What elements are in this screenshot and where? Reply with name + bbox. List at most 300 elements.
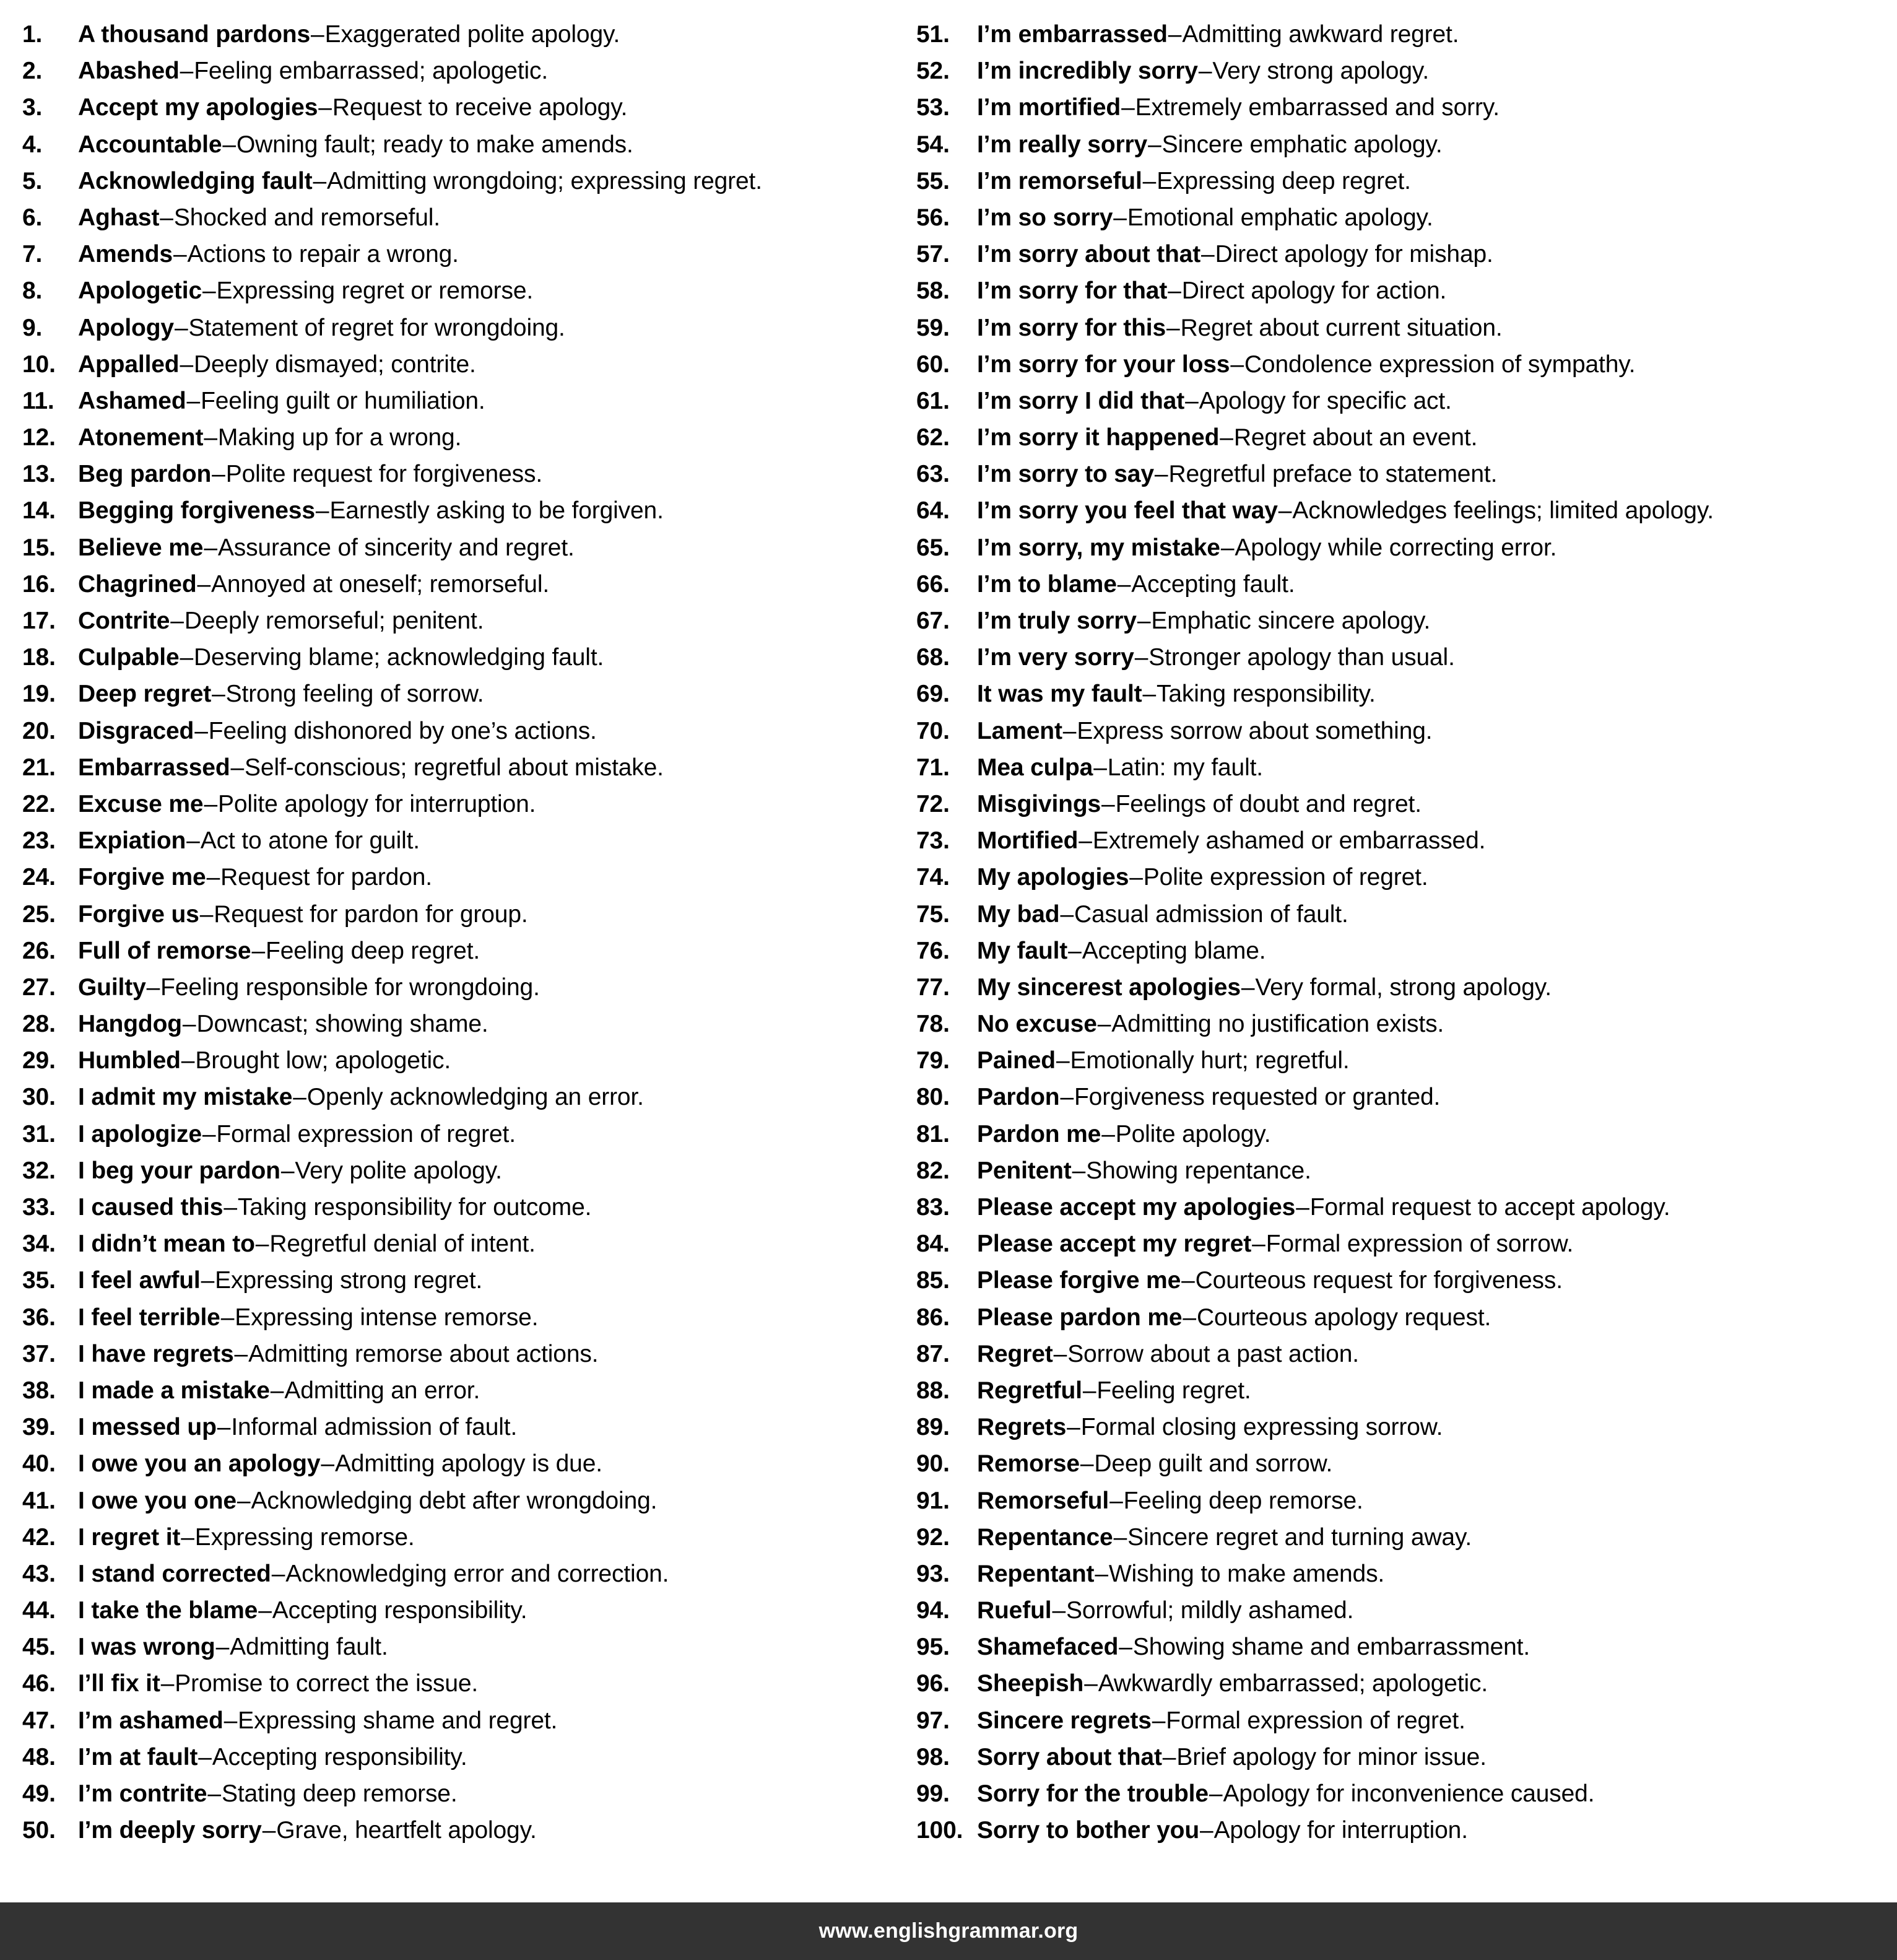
list-item-term: Contrite: [78, 608, 170, 634]
list-item-definition: Forgiveness requested or granted.: [1074, 1084, 1441, 1111]
footer-bar: [0, 1902, 1897, 1960]
list-item-definition: Feeling deep regret.: [266, 937, 480, 964]
list-item-definition: Earnestly asking to be forgiven.: [329, 497, 664, 525]
list-item-dash: –: [321, 1450, 334, 1478]
list-item-number: 36.: [22, 1304, 56, 1331]
list-item: [22, 713, 898, 749]
list-item-dash: –: [1296, 1194, 1309, 1221]
list-item-definition: Owning fault; ready to make amends.: [236, 131, 633, 158]
list-item-number: 94.: [916, 1597, 950, 1624]
list-item-term: Pardon me: [977, 1120, 1101, 1148]
list-item-dash: –: [1119, 1634, 1132, 1661]
list-item-dash: –: [1198, 58, 1212, 85]
list-item-term: Disgraced: [78, 717, 194, 744]
list-item-number: 87.: [916, 1340, 950, 1367]
list-item: [22, 1775, 898, 1812]
list-item-term: Amends: [78, 241, 173, 268]
list-item: [916, 272, 1891, 309]
list-item-number: 90.: [916, 1450, 950, 1478]
list-item-dash: –: [1142, 167, 1157, 194]
list-item-definition: Stating deep remorse.: [221, 1780, 458, 1807]
list-item-number: 25.: [22, 900, 56, 928]
list-item-definition: Taking responsibility.: [1157, 681, 1376, 708]
list-item-dash: –: [207, 1780, 221, 1807]
list-item: [22, 603, 898, 639]
list-item: [22, 346, 898, 383]
list-item-number: 7.: [22, 241, 43, 268]
list-item-term: Culpable: [78, 644, 180, 671]
list-item: [916, 676, 1891, 712]
list-item-term: Believe me: [78, 534, 204, 561]
list-item: [22, 1812, 898, 1849]
list-item: [916, 53, 1891, 89]
list-item-term: I apologize: [78, 1120, 202, 1148]
list-item-number: 66.: [916, 570, 950, 598]
list-item-number: 63.: [916, 461, 950, 488]
list-item-definition: Emotionally hurt; regretful.: [1070, 1047, 1350, 1074]
list-item: [916, 639, 1891, 676]
list-item-definition: Making up for a wrong.: [217, 424, 462, 451]
list-item-number: 88.: [916, 1377, 950, 1404]
list-item-definition: Express sorrow about something.: [1077, 717, 1433, 744]
list-item-term: I’m incredibly sorry: [977, 58, 1198, 85]
list-item-definition: Accepting blame.: [1082, 937, 1266, 964]
list-item: [22, 1592, 898, 1629]
list-item-dash: –: [1148, 131, 1161, 158]
list-item-dash: –: [1113, 204, 1127, 231]
list-item-term: I’m very sorry: [977, 644, 1134, 671]
list-item-number: 55.: [916, 167, 950, 194]
list-item: [916, 1519, 1891, 1556]
list-item-definition: Formal expression of regret.: [1166, 1707, 1465, 1734]
list-item-term: I’m contrite: [78, 1780, 207, 1807]
list-item-dash: –: [270, 1377, 284, 1404]
list-item-term: It was my fault: [977, 681, 1142, 708]
list-item: [916, 1775, 1891, 1812]
list-item-term: Full of remorse: [78, 937, 251, 964]
list-item-definition: Deeply remorseful; penitent.: [184, 608, 484, 634]
list-item-number: 49.: [22, 1780, 56, 1807]
list-item-term: Acknowledging fault: [78, 167, 313, 194]
list-item-term: Repentant: [977, 1560, 1095, 1587]
list-item-number: 39.: [22, 1414, 56, 1441]
list-item: [916, 1226, 1891, 1262]
list-item-number: 50.: [22, 1817, 56, 1844]
list-item-definition: Feeling embarrassed; apologetic.: [194, 58, 549, 85]
list-item: [22, 676, 898, 712]
list-item-term: Pained: [977, 1047, 1056, 1074]
list-item-dash: –: [202, 277, 216, 305]
list-item-term: Remorseful: [977, 1487, 1109, 1514]
list-item-dash: –: [1062, 717, 1077, 744]
list-item-dash: –: [1060, 1084, 1074, 1111]
list-item-number: 8.: [22, 277, 43, 305]
list-item-dash: –: [1052, 1597, 1066, 1624]
list-item: [22, 310, 898, 346]
list-item-term: Apologetic: [78, 277, 202, 305]
list-item-term: I’m sorry for this: [977, 314, 1166, 341]
list-item: [22, 1483, 898, 1519]
list-item-term: A thousand pardons: [78, 21, 311, 48]
list-item-term: Accountable: [78, 131, 222, 158]
list-item-dash: –: [1200, 1817, 1213, 1844]
list-item-definition: Admitting awkward regret.: [1182, 21, 1459, 48]
list-item: [22, 1445, 898, 1482]
list-item-number: 10.: [22, 351, 56, 378]
list-item-dash: –: [1056, 1047, 1070, 1074]
list-item-definition: Polite expression of regret.: [1143, 864, 1428, 891]
list-item-number: 89.: [916, 1414, 950, 1441]
list-item-dash: –: [222, 131, 236, 158]
list-item-definition: Casual admission of fault.: [1074, 900, 1348, 928]
list-item-term: Repentance: [977, 1523, 1113, 1551]
list-item-term: Sincere regrets: [977, 1707, 1152, 1734]
list-item: [22, 566, 898, 603]
list-item-number: 71.: [916, 754, 950, 781]
list-item-definition: Accepting responsibility.: [272, 1597, 527, 1624]
list-item-number: 35.: [22, 1267, 56, 1294]
list-item-definition: Downcast; showing shame.: [196, 1011, 488, 1038]
list-item-definition: Formal expression of regret.: [216, 1120, 516, 1148]
list-item: [916, 749, 1891, 786]
list-item-dash: –: [1101, 790, 1115, 817]
list-item-term: Shamefaced: [977, 1634, 1119, 1661]
list-item-dash: –: [1067, 1414, 1080, 1441]
list-item-dash: –: [237, 1487, 251, 1514]
list-item-number: 100.: [916, 1817, 963, 1844]
list-item: [22, 1152, 898, 1189]
list-item-term: Please pardon me: [977, 1304, 1183, 1331]
list-item-definition: Apology for inconvenience caused.: [1223, 1780, 1595, 1807]
list-item-definition: Extremely embarrassed and sorry.: [1135, 94, 1500, 121]
list-item-definition: Expressing intense remorse.: [235, 1304, 539, 1331]
list-item-term: No excuse: [977, 1011, 1097, 1038]
list-item-dash: –: [318, 94, 332, 121]
list-item-term: Sorry about that: [977, 1743, 1162, 1771]
list-item-dash: –: [181, 1047, 195, 1074]
list-item-definition: Latin: my fault.: [1107, 754, 1263, 781]
list-item: [22, 1372, 898, 1409]
list-item-number: 52.: [916, 58, 950, 85]
list-item-definition: Courteous request for forgiveness.: [1195, 1267, 1563, 1294]
list-item: [916, 603, 1891, 639]
list-item-number: 56.: [916, 204, 950, 231]
list-item: [916, 1409, 1891, 1445]
list-item: [22, 1336, 898, 1372]
list-item-term: Regretful: [977, 1377, 1082, 1404]
list-item-number: 19.: [22, 681, 56, 708]
list-item: [916, 163, 1891, 199]
list-item-term: I made a mistake: [78, 1377, 270, 1404]
list-item-dash: –: [1209, 1780, 1223, 1807]
list-item-dash: –: [1134, 644, 1148, 671]
list-item-definition: Expressing strong regret.: [215, 1267, 483, 1294]
list-item-dash: –: [1181, 1267, 1195, 1294]
list-item: [916, 1592, 1891, 1629]
list-item-term: Embarrassed: [78, 754, 230, 781]
list-item-term: Mea culpa: [977, 754, 1093, 781]
list-item-term: My fault: [977, 937, 1068, 964]
list-item-number: 54.: [916, 131, 950, 158]
list-item-term: Aghast: [78, 204, 160, 231]
list-item-term: I’m sorry for that: [977, 277, 1168, 305]
list-item-number: 34.: [22, 1230, 56, 1258]
list-item-dash: –: [293, 1084, 306, 1111]
list-item-dash: –: [1137, 608, 1151, 634]
list-item: [916, 126, 1891, 163]
list-item-definition: Deeply dismayed; contrite.: [194, 351, 476, 378]
list-item-definition: Brought low; apologetic.: [195, 1047, 451, 1074]
list-item: [916, 933, 1891, 969]
list-item-definition: Regret about current situation.: [1180, 314, 1503, 341]
list-item-term: Chagrined: [78, 570, 197, 598]
list-item: [22, 126, 898, 163]
list-item-dash: –: [215, 1634, 230, 1661]
list-item-number: 40.: [22, 1450, 56, 1478]
list-item-dash: –: [180, 644, 194, 671]
list-item-definition: Acknowledges feelings; limited apology.: [1292, 497, 1714, 525]
list-item-number: 93.: [916, 1560, 950, 1587]
list-item-definition: Emphatic sincere apology.: [1151, 608, 1431, 634]
list-item-definition: Self-conscious; regretful about mistake.: [245, 754, 664, 781]
list-item-definition: Actions to repair a wrong.: [187, 241, 459, 268]
list-item-number: 21.: [22, 754, 56, 781]
list-item-dash: –: [271, 1560, 285, 1587]
list-item-dash: –: [230, 754, 245, 781]
list-item-definition: Acknowledging debt after wrongdoing.: [251, 1487, 658, 1514]
list-item-term: I’m truly sorry: [977, 608, 1137, 634]
list-item-definition: Polite apology.: [1115, 1120, 1271, 1148]
list-item-definition: Feeling guilt or humiliation.: [201, 387, 485, 414]
list-item-number: 74.: [916, 864, 950, 891]
list-item-definition: Feeling regret.: [1096, 1377, 1251, 1404]
list-item-definition: Act to atone for guilt.: [200, 827, 420, 855]
list-item-dash: –: [220, 1304, 235, 1331]
list-item: [22, 1042, 898, 1079]
list-item-number: 61.: [916, 387, 950, 414]
list-item-dash: –: [1166, 314, 1180, 341]
list-item-number: 20.: [22, 717, 56, 744]
list-item-term: Ashamed: [78, 387, 186, 414]
list-item-definition: Direct apology for mishap.: [1215, 241, 1493, 268]
list-item-definition: Very strong apology.: [1212, 58, 1430, 85]
list-item: [22, 933, 898, 969]
list-item-number: 47.: [22, 1707, 56, 1734]
list-item-term: Regrets: [977, 1414, 1067, 1441]
list-item-dash: –: [1168, 21, 1182, 48]
list-item-dash: –: [1093, 754, 1107, 781]
list-item-number: 68.: [916, 644, 950, 671]
list-item-number: 77.: [916, 973, 950, 1001]
list-item-number: 12.: [22, 424, 56, 451]
list-item-dash: –: [1168, 277, 1181, 305]
list-item: [916, 1665, 1891, 1702]
list-item-dash: –: [186, 827, 200, 855]
list-item-term: My bad: [977, 900, 1060, 928]
list-item-number: 75.: [916, 900, 950, 928]
list-item-dash: –: [224, 1707, 238, 1734]
list-item-dash: –: [258, 1597, 272, 1624]
list-item-number: 29.: [22, 1047, 56, 1074]
list-item-definition: Courteous apology request.: [1196, 1304, 1491, 1331]
list-item-term: Sorry for the trouble: [977, 1780, 1209, 1807]
list-item-term: I’m at fault: [78, 1743, 198, 1771]
list-item: [22, 639, 898, 676]
list-item-number: 72.: [916, 790, 950, 817]
list-item: [22, 1629, 898, 1665]
list-item-dash: –: [1113, 1523, 1127, 1551]
list-item: [22, 272, 898, 309]
list-item-definition: Openly acknowledging an error.: [306, 1084, 644, 1111]
list-item-number: 24.: [22, 864, 56, 891]
list-item-definition: Informal admission of fault.: [231, 1414, 518, 1441]
list-item-dash: –: [224, 1194, 237, 1221]
list-item-dash: –: [262, 1817, 276, 1844]
list-item-dash: –: [146, 973, 160, 1001]
list-item-dash: –: [1121, 94, 1135, 121]
list-item-definition: Expressing deep regret.: [1157, 167, 1411, 194]
list-item-definition: Sorrowful; mildly ashamed.: [1066, 1597, 1354, 1624]
list-item-term: Pardon: [977, 1084, 1060, 1111]
list-item-dash: –: [1101, 1120, 1115, 1148]
list-item-number: 46.: [22, 1670, 56, 1697]
list-item-definition: Feeling deep remorse.: [1123, 1487, 1363, 1514]
list-item-dash: –: [1095, 1560, 1108, 1587]
list-item-number: 48.: [22, 1743, 56, 1771]
list-item: [22, 53, 898, 89]
list-item-definition: Expressing regret or remorse.: [216, 277, 534, 305]
list-item-number: 42.: [22, 1523, 56, 1551]
list-item-dash: –: [1152, 1707, 1166, 1734]
list-item-dash: –: [1201, 241, 1215, 268]
list-item: [22, 419, 898, 456]
list-item-term: Expiation: [78, 827, 186, 855]
list-item-number: 92.: [916, 1523, 950, 1551]
list-item-definition: Emotional emphatic apology.: [1127, 204, 1433, 231]
list-item-term: Atonement: [78, 424, 204, 451]
list-item-number: 32.: [22, 1157, 56, 1184]
list-item: [22, 1409, 898, 1445]
list-item: [916, 383, 1891, 419]
list-item-dash: –: [204, 790, 217, 817]
list-item: [22, 1556, 898, 1592]
list-item-definition: Formal request to accept apology.: [1309, 1194, 1670, 1221]
list-item-term: I’m sorry to say: [977, 461, 1154, 488]
list-item-number: 5.: [22, 167, 43, 194]
list-item-dash: –: [202, 1120, 216, 1148]
list-item-definition: Showing repentance.: [1086, 1157, 1311, 1184]
list-item-term: Sorry to bother you: [977, 1817, 1200, 1844]
list-item: [916, 1445, 1891, 1482]
list-item-term: I owe you an apology: [78, 1450, 321, 1478]
list-item-number: 28.: [22, 1011, 56, 1038]
list-item-dash: –: [201, 1267, 215, 1294]
list-item: [916, 1079, 1891, 1115]
list-item-number: 99.: [916, 1780, 950, 1807]
list-item-term: I’m mortified: [977, 94, 1121, 121]
list-item-definition: Admitting fault.: [230, 1634, 388, 1661]
list-item-number: 65.: [916, 534, 950, 561]
list-item-number: 44.: [22, 1597, 56, 1624]
list-item-number: 1.: [22, 21, 43, 48]
list-item: [22, 1006, 898, 1042]
list-item-number: 4.: [22, 131, 43, 158]
list-item-term: Sheepish: [977, 1670, 1084, 1697]
list-item: [916, 1702, 1891, 1739]
list-item: [916, 16, 1891, 53]
list-item-dash: –: [212, 681, 225, 708]
list-item-dash: –: [160, 1670, 175, 1697]
list-item-term: Accept my apologies: [78, 94, 318, 121]
list-item-term: I’m sorry about that: [977, 241, 1201, 268]
list-item: [22, 822, 898, 859]
list-item-number: 53.: [916, 94, 950, 121]
list-item-dash: –: [1162, 1743, 1176, 1771]
list-item-term: My sincerest apologies: [977, 973, 1241, 1001]
list-item: [916, 822, 1891, 859]
list-item-number: 98.: [916, 1743, 950, 1771]
list-item-definition: Accepting responsibility.: [212, 1743, 467, 1771]
list-item-dash: –: [1097, 1011, 1111, 1038]
list-item: [916, 1042, 1891, 1079]
list-item-term: I’m ashamed: [78, 1707, 224, 1734]
list-item: [22, 456, 898, 492]
list-item: [916, 1189, 1891, 1226]
list-item-definition: Sincere emphatic apology.: [1161, 131, 1443, 158]
list-item-number: 23.: [22, 827, 56, 855]
list-item-definition: Exaggerated polite apology.: [324, 21, 620, 48]
list-item: [916, 1262, 1891, 1299]
list-item-dash: –: [1154, 461, 1168, 488]
list-item-term: Lament: [977, 717, 1062, 744]
list-item-definition: Statement of regret for wrongdoing.: [188, 314, 565, 341]
list-item-dash: –: [199, 900, 214, 928]
list-item-dash: –: [204, 424, 217, 451]
list-item-number: 91.: [916, 1487, 950, 1514]
list-item-term: Misgivings: [977, 790, 1101, 817]
list-item-term: Beg pardon: [78, 461, 212, 488]
list-item-dash: –: [234, 1340, 248, 1367]
list-item-number: 27.: [22, 973, 56, 1001]
list-item-number: 97.: [916, 1707, 950, 1734]
list-item-number: 17.: [22, 608, 56, 634]
list-item-number: 76.: [916, 937, 950, 964]
list-item-dash: –: [186, 387, 201, 414]
list-item: [916, 1739, 1891, 1775]
list-item: [22, 969, 898, 1006]
list-item-definition: Feelings of doubt and regret.: [1115, 790, 1422, 817]
list-item-dash: –: [313, 167, 327, 194]
list-item-definition: Regretful denial of intent.: [269, 1230, 536, 1258]
list-item-term: I’ll fix it: [78, 1670, 160, 1697]
list-item-definition: Formal expression of sorrow.: [1265, 1230, 1574, 1258]
list-item-definition: Apology for interruption.: [1213, 1817, 1468, 1844]
list-item-definition: Condolence expression of sympathy.: [1244, 351, 1636, 378]
list-item-definition: Direct apology for action.: [1181, 277, 1447, 305]
list-item-dash: –: [1068, 937, 1082, 964]
list-item-dash: –: [197, 570, 211, 598]
list-item-number: 31.: [22, 1120, 56, 1148]
list-item-term: Excuse me: [78, 790, 204, 817]
list-item-definition: Very formal, strong apology.: [1255, 973, 1552, 1001]
list-item: [22, 199, 898, 236]
list-item-number: 64.: [916, 497, 950, 525]
list-item-dash: –: [182, 1011, 196, 1038]
list-item-dash: –: [255, 1230, 269, 1258]
list-item-number: 6.: [22, 204, 43, 231]
list-item-dash: –: [280, 1157, 295, 1184]
list-item-definition: Taking responsibility for outcome.: [237, 1194, 592, 1221]
